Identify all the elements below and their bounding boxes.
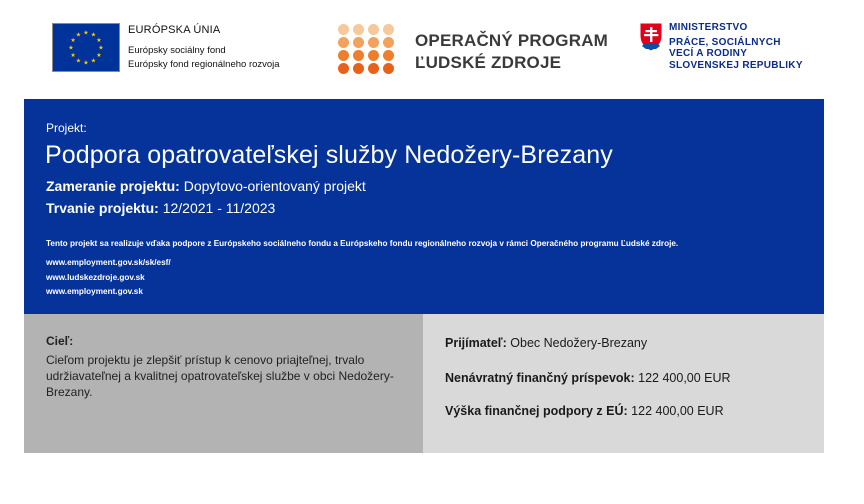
project-focus-label: Zameranie projektu: (46, 178, 180, 194)
eu-star-icon: ★ (70, 37, 76, 44)
op-logo-dot (383, 24, 394, 35)
project-links (46, 256, 171, 300)
grant-label: Nenávratný finančný príspevok: (445, 371, 635, 385)
eu-logo-line2: Európsky fond regionálneho rozvoja (128, 59, 280, 70)
eu-stars-icon (53, 24, 119, 71)
op-logo-dot (368, 50, 379, 61)
eu-support-row (445, 404, 724, 418)
link-ludskezdroje[interactable]: www.ludskezdroje.gov.sk (46, 272, 145, 282)
link-esf[interactable]: www.employment.gov.sk/sk/esf/ (46, 258, 171, 267)
project-panel (24, 99, 824, 314)
op-logo-line1: OPERAČNÝ PROGRAM (415, 31, 609, 50)
eu-star-icon: ★ (90, 57, 97, 65)
op-logo-text (415, 30, 608, 74)
eu-support-label: Výška finančnej podpory z EÚ: (445, 404, 628, 418)
eu-support-value: 122 400,00 EUR (631, 404, 724, 418)
project-duration-value: 12/2021 - 11/2023 (162, 200, 276, 216)
ministry-logo-text (669, 22, 803, 71)
op-logo-line2: ĽUDSKÉ ZDROJE (415, 53, 562, 72)
op-logo-dot (338, 63, 349, 74)
goal-panel (24, 314, 423, 453)
op-logo-dot (368, 37, 379, 48)
eu-logo-line1: Európsky sociálny fond (128, 45, 226, 56)
eu-star-icon: ★ (90, 31, 97, 39)
header-logos (0, 0, 864, 100)
project-duration (46, 200, 275, 216)
goal-label: Cieľ: (46, 334, 74, 348)
op-logo-dot (353, 63, 364, 74)
recipient-label: Prijímateľ: (445, 336, 507, 350)
eu-star-icon: ★ (75, 31, 82, 39)
ministry-line1: MINISTERSTVO (669, 22, 748, 33)
project-title: Podpora opatrovateľskej služby Nedožery-Brezany (45, 141, 613, 169)
op-logo-dot (338, 37, 349, 48)
funding-notice: Tento projekt sa realizuje vďaka podpore z Európskeho sociálneho fondu a Európskeho fondu regionálneho rozvoja v rámci Operačného programu Ľudské zdroje. (46, 239, 679, 248)
op-logo-dot (383, 50, 394, 61)
grant-row (445, 371, 731, 385)
op-logo-dot (383, 63, 394, 74)
details-panel (423, 314, 824, 453)
op-logo-dot (353, 37, 364, 48)
eu-logo-title: EURÓPSKA ÚNIA (128, 24, 221, 36)
eu-star-icon: ★ (70, 52, 76, 59)
eu-star-icon: ★ (96, 37, 102, 44)
grant-value: 122 400,00 EUR (638, 371, 731, 385)
eu-star-icon: ★ (75, 57, 82, 65)
op-logo-dot (353, 50, 364, 61)
ministry-line3: VECÍ A RODINY (669, 48, 748, 59)
recipient-row (445, 336, 647, 350)
project-focus-value: Dopytovo-orientovaný projekt (183, 178, 366, 194)
eu-star-icon: ★ (98, 44, 104, 52)
eu-star-icon: ★ (96, 52, 102, 59)
eu-star-icon: ★ (68, 44, 74, 52)
project-focus (46, 178, 366, 194)
op-logo-dot (338, 24, 349, 35)
project-label: Projekt: (46, 121, 87, 135)
op-logo-dot (353, 24, 364, 35)
op-logo-dot (338, 50, 349, 61)
op-logo-dot (368, 24, 379, 35)
goal-text: Cieľom projektu je zlepšiť prístup k cenovo priajteľnej, trvalo udržiavateľnej a kvalitnej opatrovateľskej službe v obci Nedožery-Brezany. (46, 353, 394, 399)
ministry-line2: PRÁCE, SOCIÁLNYCH (669, 36, 781, 48)
op-logo-dots-icon (338, 24, 396, 74)
eu-logo-text (128, 24, 280, 72)
project-duration-label: Trvanie projektu: (46, 200, 159, 216)
eu-star-icon: ★ (83, 59, 89, 67)
recipient-value: Obec Nedožery-Brezany (510, 336, 648, 350)
ministry-line4: SLOVENSKEJ REPUBLIKY (669, 59, 803, 71)
slovak-coat-of-arms-icon (639, 22, 663, 52)
link-employment[interactable]: www.employment.gov.sk (46, 287, 143, 296)
op-logo-dot (368, 63, 379, 74)
eu-flag-icon (52, 23, 120, 72)
op-logo-dot (383, 37, 394, 48)
eu-star-icon: ★ (83, 29, 89, 37)
